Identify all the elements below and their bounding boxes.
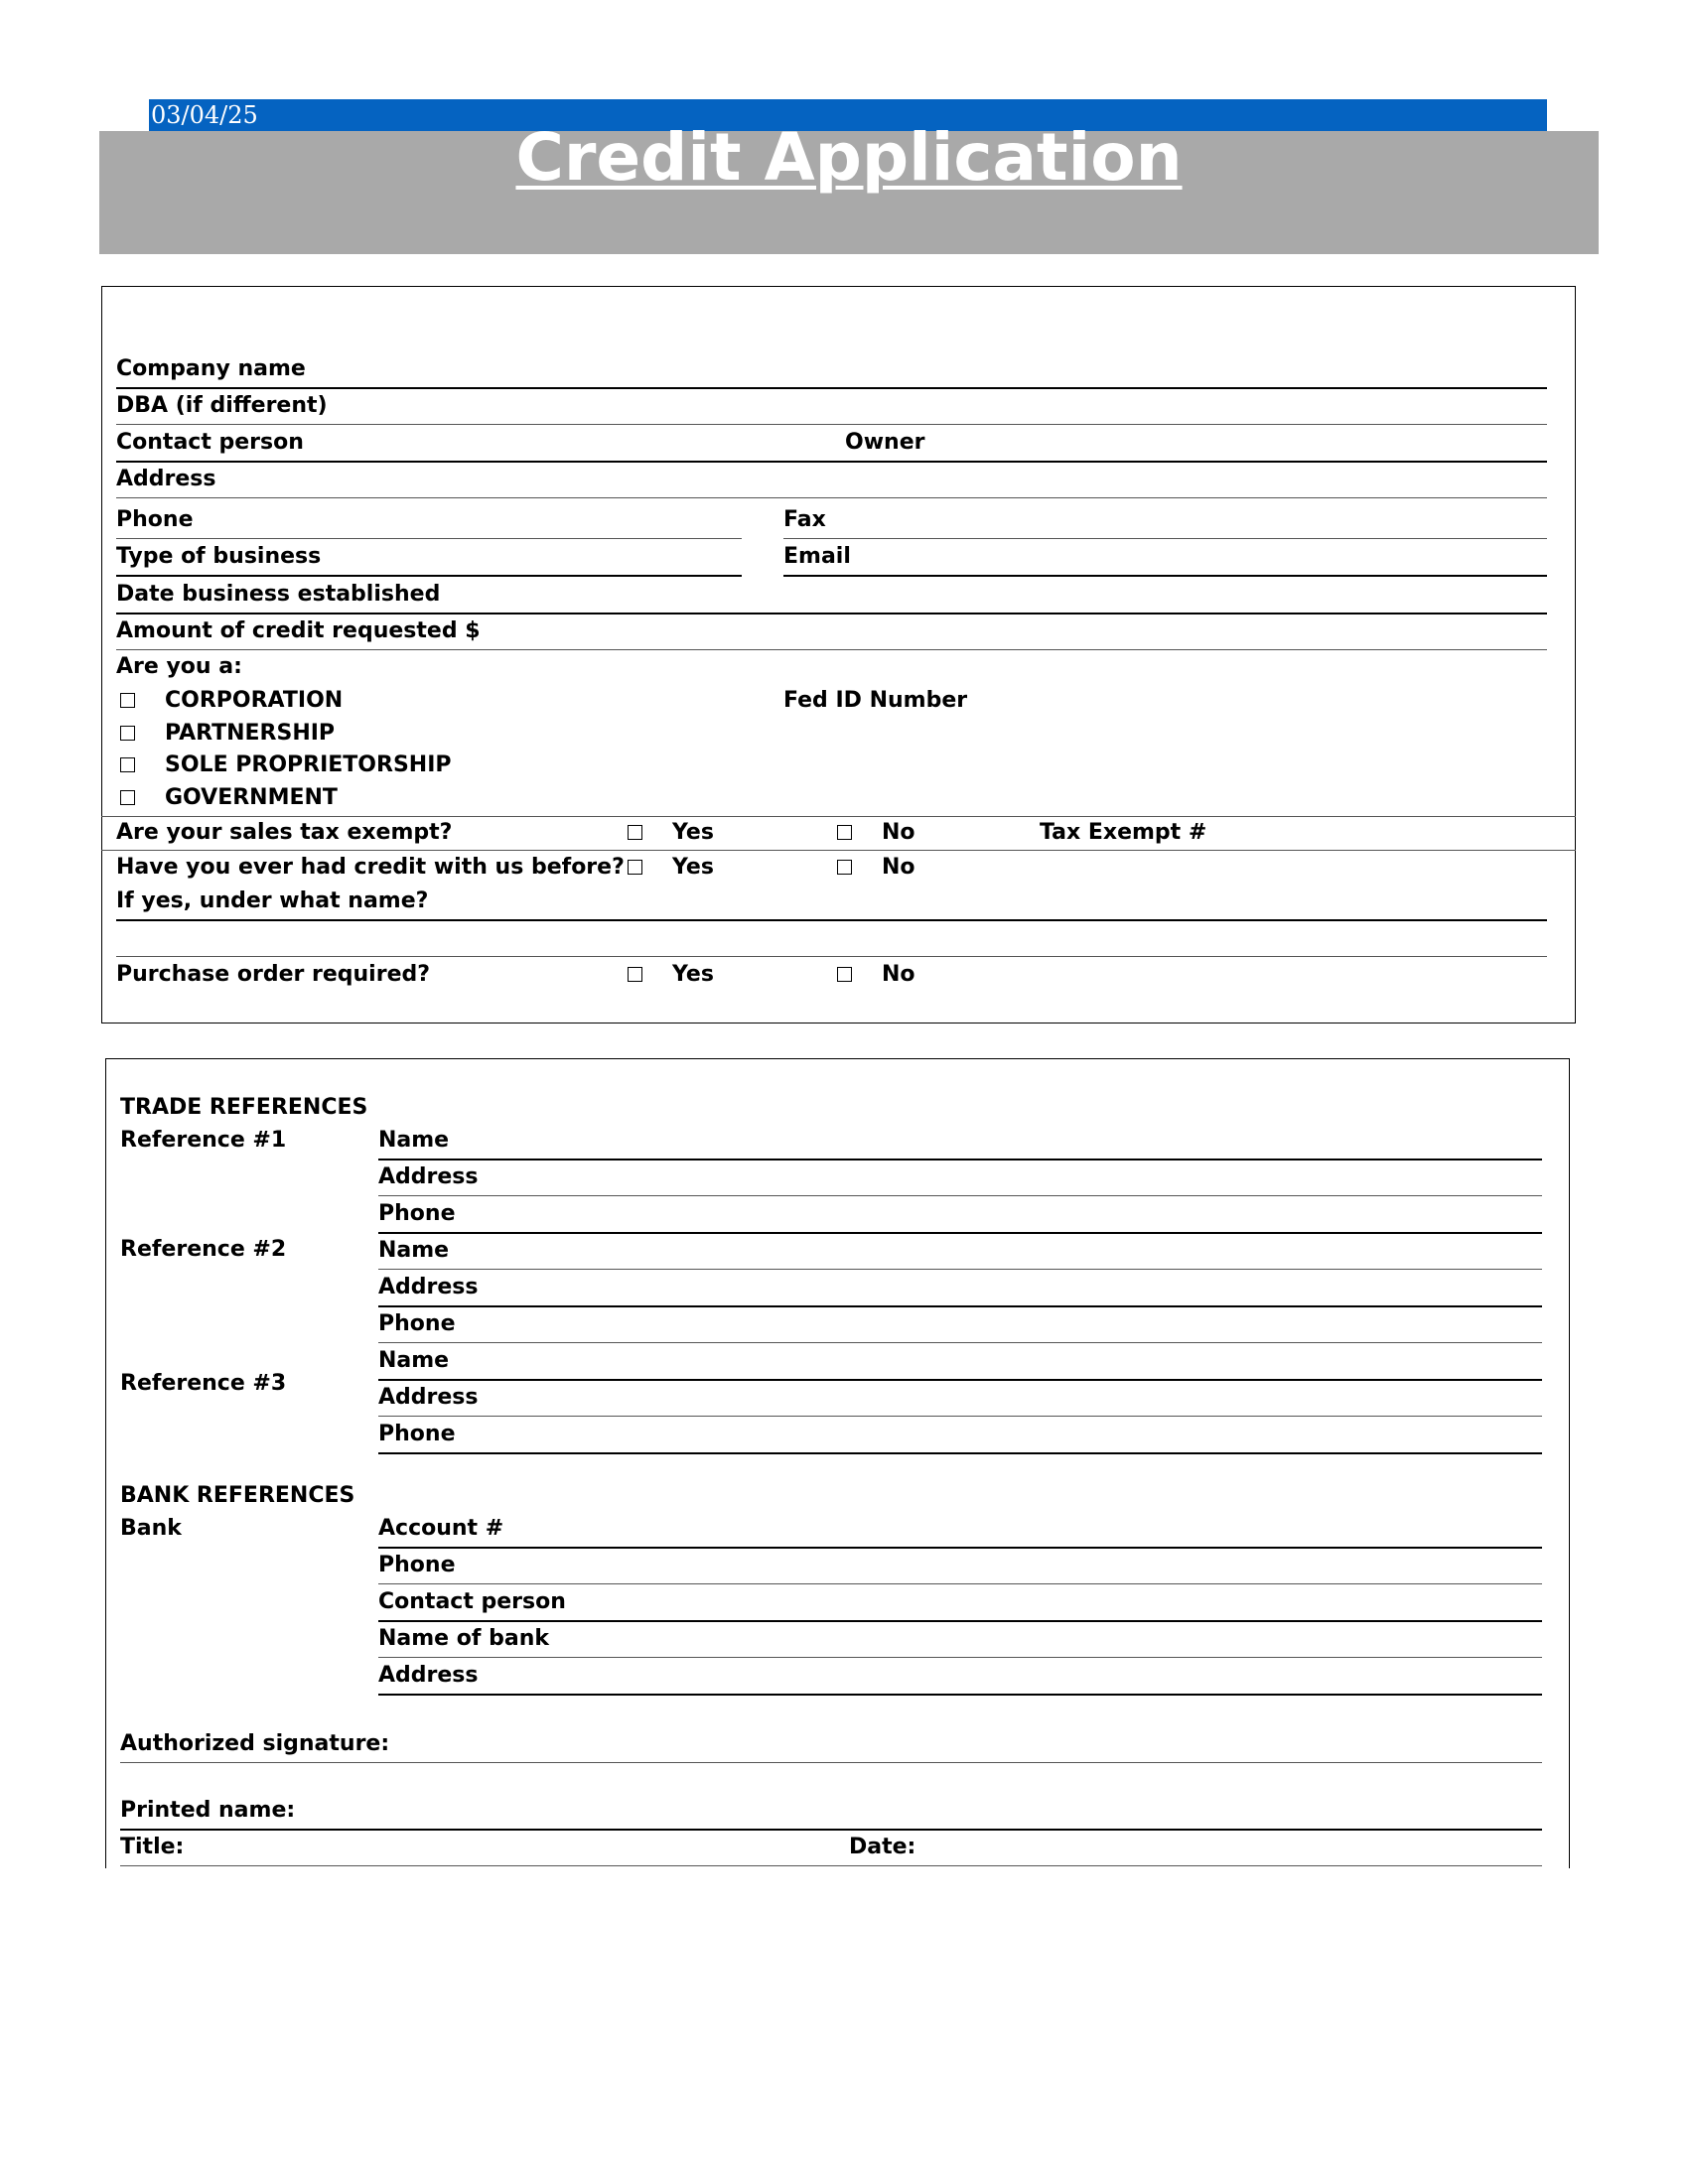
tax-exempt-no-label: No xyxy=(882,820,915,845)
reference-2-address-label: Address xyxy=(378,1275,479,1299)
date-established-field[interactable] xyxy=(116,613,1547,614)
credit-requested-label: Amount of credit requested $ xyxy=(116,618,481,643)
reference-2-phone-field[interactable] xyxy=(378,1342,1542,1343)
company-name-field[interactable] xyxy=(116,387,1547,389)
tax-exempt-yes-checkbox[interactable] xyxy=(628,825,642,840)
address-field[interactable] xyxy=(116,497,1547,498)
authorized-signature-label: Authorized signature: xyxy=(120,1731,390,1756)
partnership-label: PARTNERSHIP xyxy=(165,721,336,746)
email-field[interactable] xyxy=(783,575,1547,577)
reference-3-phone-label: Phone xyxy=(378,1422,456,1446)
credit-before-yes-checkbox[interactable] xyxy=(628,860,642,875)
credit-before-no-checkbox[interactable] xyxy=(837,860,852,875)
fax-field[interactable] xyxy=(783,538,1547,539)
reference-3-address-label: Address xyxy=(378,1385,479,1410)
bank-phone-field[interactable] xyxy=(378,1583,1542,1584)
under-what-name-label: If yes, under what name? xyxy=(116,888,429,913)
reference-3-name-label: Name xyxy=(378,1348,450,1373)
corporation-checkbox[interactable] xyxy=(120,693,135,708)
divider xyxy=(101,850,1576,851)
reference-1-phone-label: Phone xyxy=(378,1201,456,1226)
reference-1-name-field[interactable] xyxy=(378,1159,1542,1160)
under-what-name-field-2[interactable] xyxy=(116,956,1547,957)
company-name-label: Company name xyxy=(116,356,306,381)
bank-references-heading: BANK REFERENCES xyxy=(120,1483,355,1508)
po-yes-checkbox[interactable] xyxy=(628,967,642,982)
authorized-signature-field[interactable] xyxy=(120,1762,1542,1763)
sales-tax-exempt-label: Are your sales tax exempt? xyxy=(116,820,453,845)
title-label: Title: xyxy=(120,1835,185,1859)
page-title: Credit Application xyxy=(515,119,1183,196)
bank-phone-label: Phone xyxy=(378,1553,456,1577)
corporation-label: CORPORATION xyxy=(165,688,344,713)
credit-before-no-label: No xyxy=(882,855,915,880)
address-label: Address xyxy=(116,467,216,491)
reference-2-phone-label: Phone xyxy=(378,1311,456,1336)
email-label: Email xyxy=(783,544,851,569)
tax-exempt-number-label: Tax Exempt # xyxy=(1040,820,1207,845)
fax-label: Fax xyxy=(783,507,826,532)
tax-exempt-yes-label: Yes xyxy=(672,820,714,845)
reference-3-phone-field[interactable] xyxy=(378,1452,1542,1454)
sole-proprietorship-label: SOLE PROPRIETORSHIP xyxy=(165,752,452,777)
reference-1-name-label: Name xyxy=(378,1128,450,1153)
reference-1-address-field[interactable] xyxy=(378,1195,1542,1196)
bank-contact-field[interactable] xyxy=(378,1620,1542,1622)
reference-2-name-label: Name xyxy=(378,1238,450,1263)
date-label: Date: xyxy=(849,1835,916,1859)
sole-proprietorship-checkbox[interactable] xyxy=(120,757,135,772)
bank-name-field[interactable] xyxy=(378,1657,1542,1658)
owner-label: Owner xyxy=(845,430,925,455)
phone-label: Phone xyxy=(116,507,194,532)
reference-2-label: Reference #2 xyxy=(120,1237,287,1262)
po-required-label: Purchase order required? xyxy=(116,962,431,987)
phone-field[interactable] xyxy=(116,538,742,539)
trade-references-heading: TRADE REFERENCES xyxy=(120,1095,368,1120)
reference-3-name-field[interactable] xyxy=(378,1379,1542,1381)
bank-account-label: Account # xyxy=(378,1516,504,1541)
printed-name-field[interactable] xyxy=(120,1829,1542,1831)
partnership-checkbox[interactable] xyxy=(120,726,135,741)
dba-field[interactable] xyxy=(116,424,1547,425)
credit-before-yes-label: Yes xyxy=(672,855,714,880)
government-checkbox[interactable] xyxy=(120,790,135,805)
contact-owner-field[interactable] xyxy=(116,461,1547,463)
po-yes-label: Yes xyxy=(672,962,714,987)
credit-before-label: Have you ever had credit with us before? xyxy=(116,855,625,880)
dba-label: DBA (if different) xyxy=(116,393,328,418)
bank-address-label: Address xyxy=(378,1663,479,1688)
po-no-label: No xyxy=(882,962,915,987)
under-what-name-field[interactable] xyxy=(116,919,1547,921)
reference-1-label: Reference #1 xyxy=(120,1128,287,1153)
contact-person-label: Contact person xyxy=(116,430,304,455)
bank-address-field[interactable] xyxy=(378,1694,1542,1696)
type-of-business-label: Type of business xyxy=(116,544,322,569)
bank-account-field[interactable] xyxy=(378,1547,1542,1549)
printed-name-label: Printed name: xyxy=(120,1798,296,1823)
fed-id-label: Fed ID Number xyxy=(783,688,968,713)
reference-1-phone-field[interactable] xyxy=(378,1232,1542,1234)
date-established-label: Date business established xyxy=(116,582,441,607)
reference-2-name-field[interactable] xyxy=(378,1269,1542,1270)
po-no-checkbox[interactable] xyxy=(837,967,852,982)
bank-label: Bank xyxy=(120,1516,182,1541)
credit-requested-field[interactable] xyxy=(116,649,1547,650)
are-you-a-label: Are you a: xyxy=(116,654,242,679)
government-label: GOVERNMENT xyxy=(165,785,338,810)
reference-3-label: Reference #3 xyxy=(120,1371,287,1396)
reference-1-address-label: Address xyxy=(378,1164,479,1189)
header-date: 03/04/25 xyxy=(151,101,258,129)
bank-contact-label: Contact person xyxy=(378,1589,566,1614)
title-date-field[interactable] xyxy=(120,1865,1542,1866)
tax-exempt-no-checkbox[interactable] xyxy=(837,825,852,840)
divider xyxy=(101,816,1576,817)
reference-2-address-field[interactable] xyxy=(378,1305,1542,1307)
bank-name-label: Name of bank xyxy=(378,1626,549,1651)
type-of-business-field[interactable] xyxy=(116,575,742,577)
reference-3-address-field[interactable] xyxy=(378,1416,1542,1417)
